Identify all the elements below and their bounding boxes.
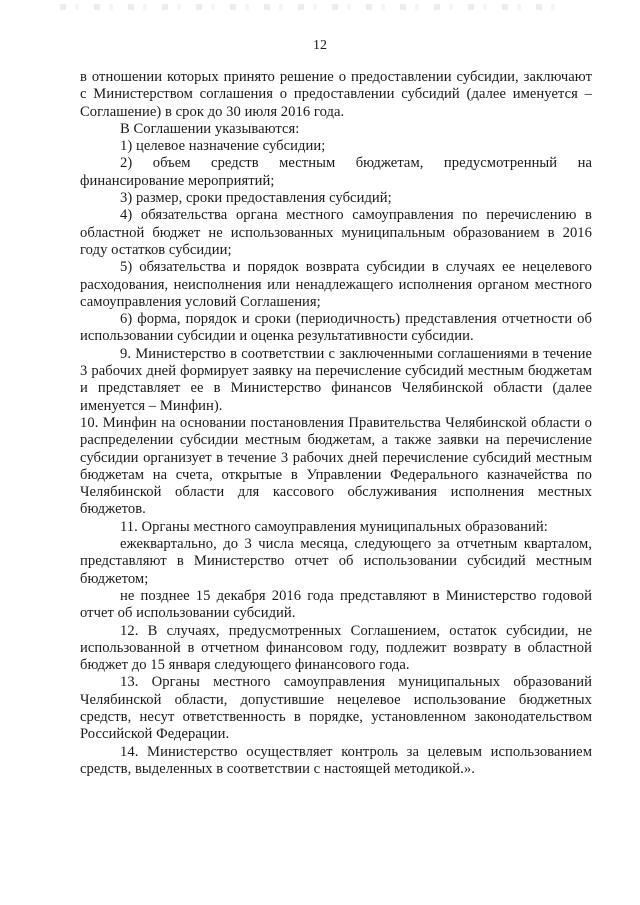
paragraph: 3) размер, сроки предоставления субсидий; — [120, 190, 392, 207]
paragraph: В Соглашении указываются: — [120, 120, 300, 137]
paragraph: 12. В случаях, предусмотренных Соглашением, остаток субсидии, не использованной в отчетном финансовом году, подлежит возврату в областной бюджет до 15 января следующего финансового года. — [80, 622, 592, 674]
paragraph: ежеквартально, до 3 числа месяца, следующего за отчетным кварталом, представляют в Министерство отчет об использовании субсидий местным бюджетом; — [80, 536, 592, 587]
scan-artifact — [60, 4, 560, 10]
paragraph: 13. Органы местного самоуправления муниципальных образований Челябинской области, допустившие нецелевое использование бюджетных средств, несут ответственность в порядке, установленном законодательством Российской Федерации. — [80, 674, 592, 743]
paragraph: 6) форма, порядок и сроки (периодичность) представления отчетности об использовании субсидии и оценка результативности субсидии. — [80, 311, 592, 345]
paragraph: 10. Минфин на основании постановления Правительства Челябинской области о распределении субсидии местным бюджетам, а также заявки на перечисление субсидии организует в течение 3 рабочих дней перечисление субсидий местным бюджетам на счета, открытые в Управлении Федерального казначейства по Челябинской области для кассового обслуживания исполнения местных бюджетов. — [80, 414, 592, 518]
document-body — [80, 69, 592, 778]
paragraph: 2) объем средств местным бюджетам, предусмотренный на финансирование мероприятий; — [80, 155, 592, 189]
paragraph: в отношении которых принято решение о предоставлении субсидии, заключают с Министерством соглашения о предоставлении субсидий (далее именуется – Соглашение) в срок до 30 июля 2016 года. — [80, 69, 592, 120]
paragraph: 14. Министерство осуществляет контроль за целевым использованием средств, выделенных в соответствии с настоящей методикой.». — [80, 743, 592, 777]
paragraph: 11. Органы местного самоуправления муниципальных образований: — [120, 518, 548, 535]
paragraph: 9. Министерство в соответствии с заключенными соглашениями в течение 3 рабочих дней формирует заявку на перечисление субсидий местным бюджетам и представляет ее в Министерство финансов Челябинской области (далее именуется – Минфин). — [80, 345, 592, 414]
page-number: 12 — [313, 38, 327, 53]
paragraph: 1) целевое назначение субсидии; — [120, 138, 326, 155]
paragraph: не позднее 15 декабря 2016 года представляют в Министерство годовой отчет об использовании субсидий. — [80, 587, 592, 622]
paragraph: 5) обязательства и порядок возврата субсидии в случаях ее нецелевого расходования, неисполнения или ненадлежащего исполнения органом местного самоуправления условий Соглашения; — [80, 259, 592, 310]
paragraph: 4) обязательства органа местного самоуправления по перечислению в областной бюджет не использованных муниципальным образованием в 2016 году остатков субсидии; — [80, 207, 592, 258]
